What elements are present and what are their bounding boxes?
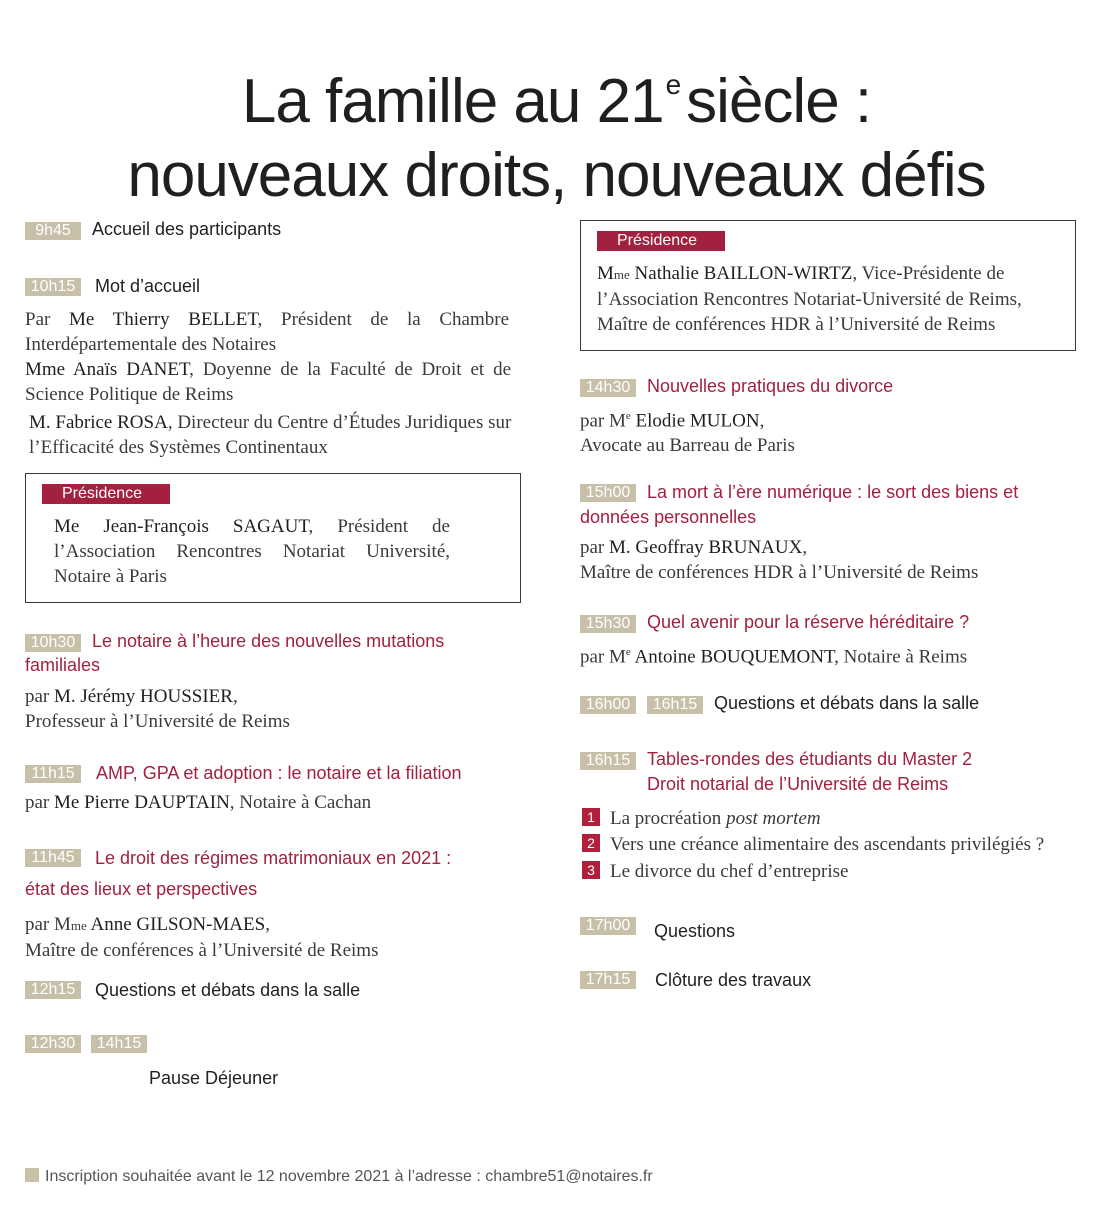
- session-title: La mort à l’ère numérique : le sort des biens et: [647, 482, 1019, 502]
- speaker-gilson-maes: par Mme Anne GILSON-MAES, Maître de conférences à l’Université de Reims: [25, 914, 379, 961]
- presidence-label: Présidence: [42, 484, 170, 504]
- time-badge: 14h30: [580, 379, 636, 397]
- time-badge: 16h15: [647, 696, 703, 714]
- round-table-item: 3 Le divorce du chef d’entreprise: [582, 859, 848, 884]
- time-badge: 12h30: [25, 1035, 81, 1053]
- session-label: Questions et débats dans la salle: [95, 980, 361, 1000]
- time-badge: 17h15: [580, 971, 636, 989]
- speaker-brunaux: par M. Geoffray BRUNAUX, Maître de conférences HDR à l’Université de Reims: [580, 537, 979, 583]
- time-badge: 15h30: [580, 615, 636, 633]
- speaker-houssier: par M. Jérémy HOUSSIER, Professeur à l’Université de Reims: [25, 686, 290, 732]
- round-table-item: 1 La procréation post mortem: [582, 806, 821, 831]
- square-bullet-icon: [25, 1168, 39, 1182]
- session-title-cont: état des lieux et perspectives: [25, 879, 258, 899]
- speaker-bouquemont: par Me Antoine BOUQUEMONT, Notaire à Reims: [580, 646, 968, 668]
- speaker-bellet: Par Me Thierry BELLET, Président de la Chambre Interdépartementale des Notaires: [25, 309, 510, 355]
- session-title: Nouvelles pratiques du divorce: [647, 376, 894, 396]
- round-table-item: 2 Vers une créance alimentaire des ascendants privilégiés ?: [582, 832, 1044, 857]
- session-label: Pause Déjeuner: [149, 1068, 279, 1088]
- session-label: Clôture des travaux: [655, 970, 812, 990]
- presidence-box: [580, 220, 1076, 351]
- presidence-speaker: Me Jean-François SAGAUT, Président de l’Association Rencontres Notariat Université, Notaire à Paris: [54, 516, 450, 587]
- presidence-speaker: Mme Nathalie BAILLON-WIRTZ, Vice-Présidente de l’Association Rencontres Notariat-Université de Reims, Maître de conférences HDR à l’Université de Reims: [597, 263, 1022, 335]
- time-badge: 10h30: [25, 634, 81, 652]
- presidence-box: [25, 473, 521, 603]
- number-badge: 3: [582, 861, 600, 879]
- session-title-cont: données personnelles: [580, 507, 757, 527]
- session-title: Tables-rondes des étudiants du Master 2: [647, 749, 973, 769]
- session-label: Mot d’accueil: [95, 276, 201, 296]
- time-badge: 11h15: [25, 765, 81, 783]
- speaker-dauptain: par Me Pierre DAUPTAIN, Notaire à Cachan: [25, 792, 372, 813]
- session-title: Quel avenir pour la réserve héréditaire ?: [647, 612, 970, 632]
- time-badge: 15h00: [580, 484, 636, 502]
- title-line-1: La famille au 21esiècle :: [241, 67, 872, 136]
- session-label: Questions: [654, 921, 736, 941]
- registration-note: Inscription souhaitée avant le 12 novembre 2021 à l’adresse : chambre51@notaires.fr: [25, 1167, 653, 1187]
- number-badge: 2: [582, 834, 600, 852]
- time-badge: 16h00: [580, 696, 636, 714]
- time-badge: 11h45: [25, 849, 81, 867]
- time-badge: 9h45: [25, 222, 81, 240]
- time-badge: 10h15: [25, 278, 81, 296]
- session-label: Questions et débats dans la salle: [714, 693, 980, 713]
- time-badge: 16h15: [580, 752, 636, 770]
- speaker-danet: Mme Anaïs DANET, Doyenne de la Faculté de Droit et de Science Politique de Reims: [25, 359, 511, 405]
- time-badge: 12h15: [25, 981, 81, 999]
- title-line-2: nouveaux droits, nouveaux défis: [127, 141, 986, 210]
- page-title: [0, 48, 1113, 213]
- session-title: Le notaire à l’heure des nouvelles mutations familiales: [25, 631, 445, 675]
- number-badge: 1: [582, 808, 600, 826]
- session-label: Accueil des participants: [92, 219, 282, 239]
- speaker-mulon: par Me Elodie MULON, Avocate au Barreau de Paris: [580, 410, 795, 457]
- speaker-rosa: M. Fabrice ROSA, Directeur du Centre d’Études Juridiques sur l’Efficacité des Systèmes Continentaux: [29, 412, 512, 458]
- presidence-label: Présidence: [597, 231, 725, 251]
- time-badge: 14h15: [91, 1035, 147, 1053]
- session-title: AMP, GPA et adoption : le notaire et la filiation: [96, 763, 462, 783]
- session-title-cont: Droit notarial de l’Université de Reims: [647, 774, 949, 794]
- time-badge: 17h00: [580, 917, 636, 935]
- session-title: Le droit des régimes matrimoniaux en 2021 :: [95, 848, 452, 868]
